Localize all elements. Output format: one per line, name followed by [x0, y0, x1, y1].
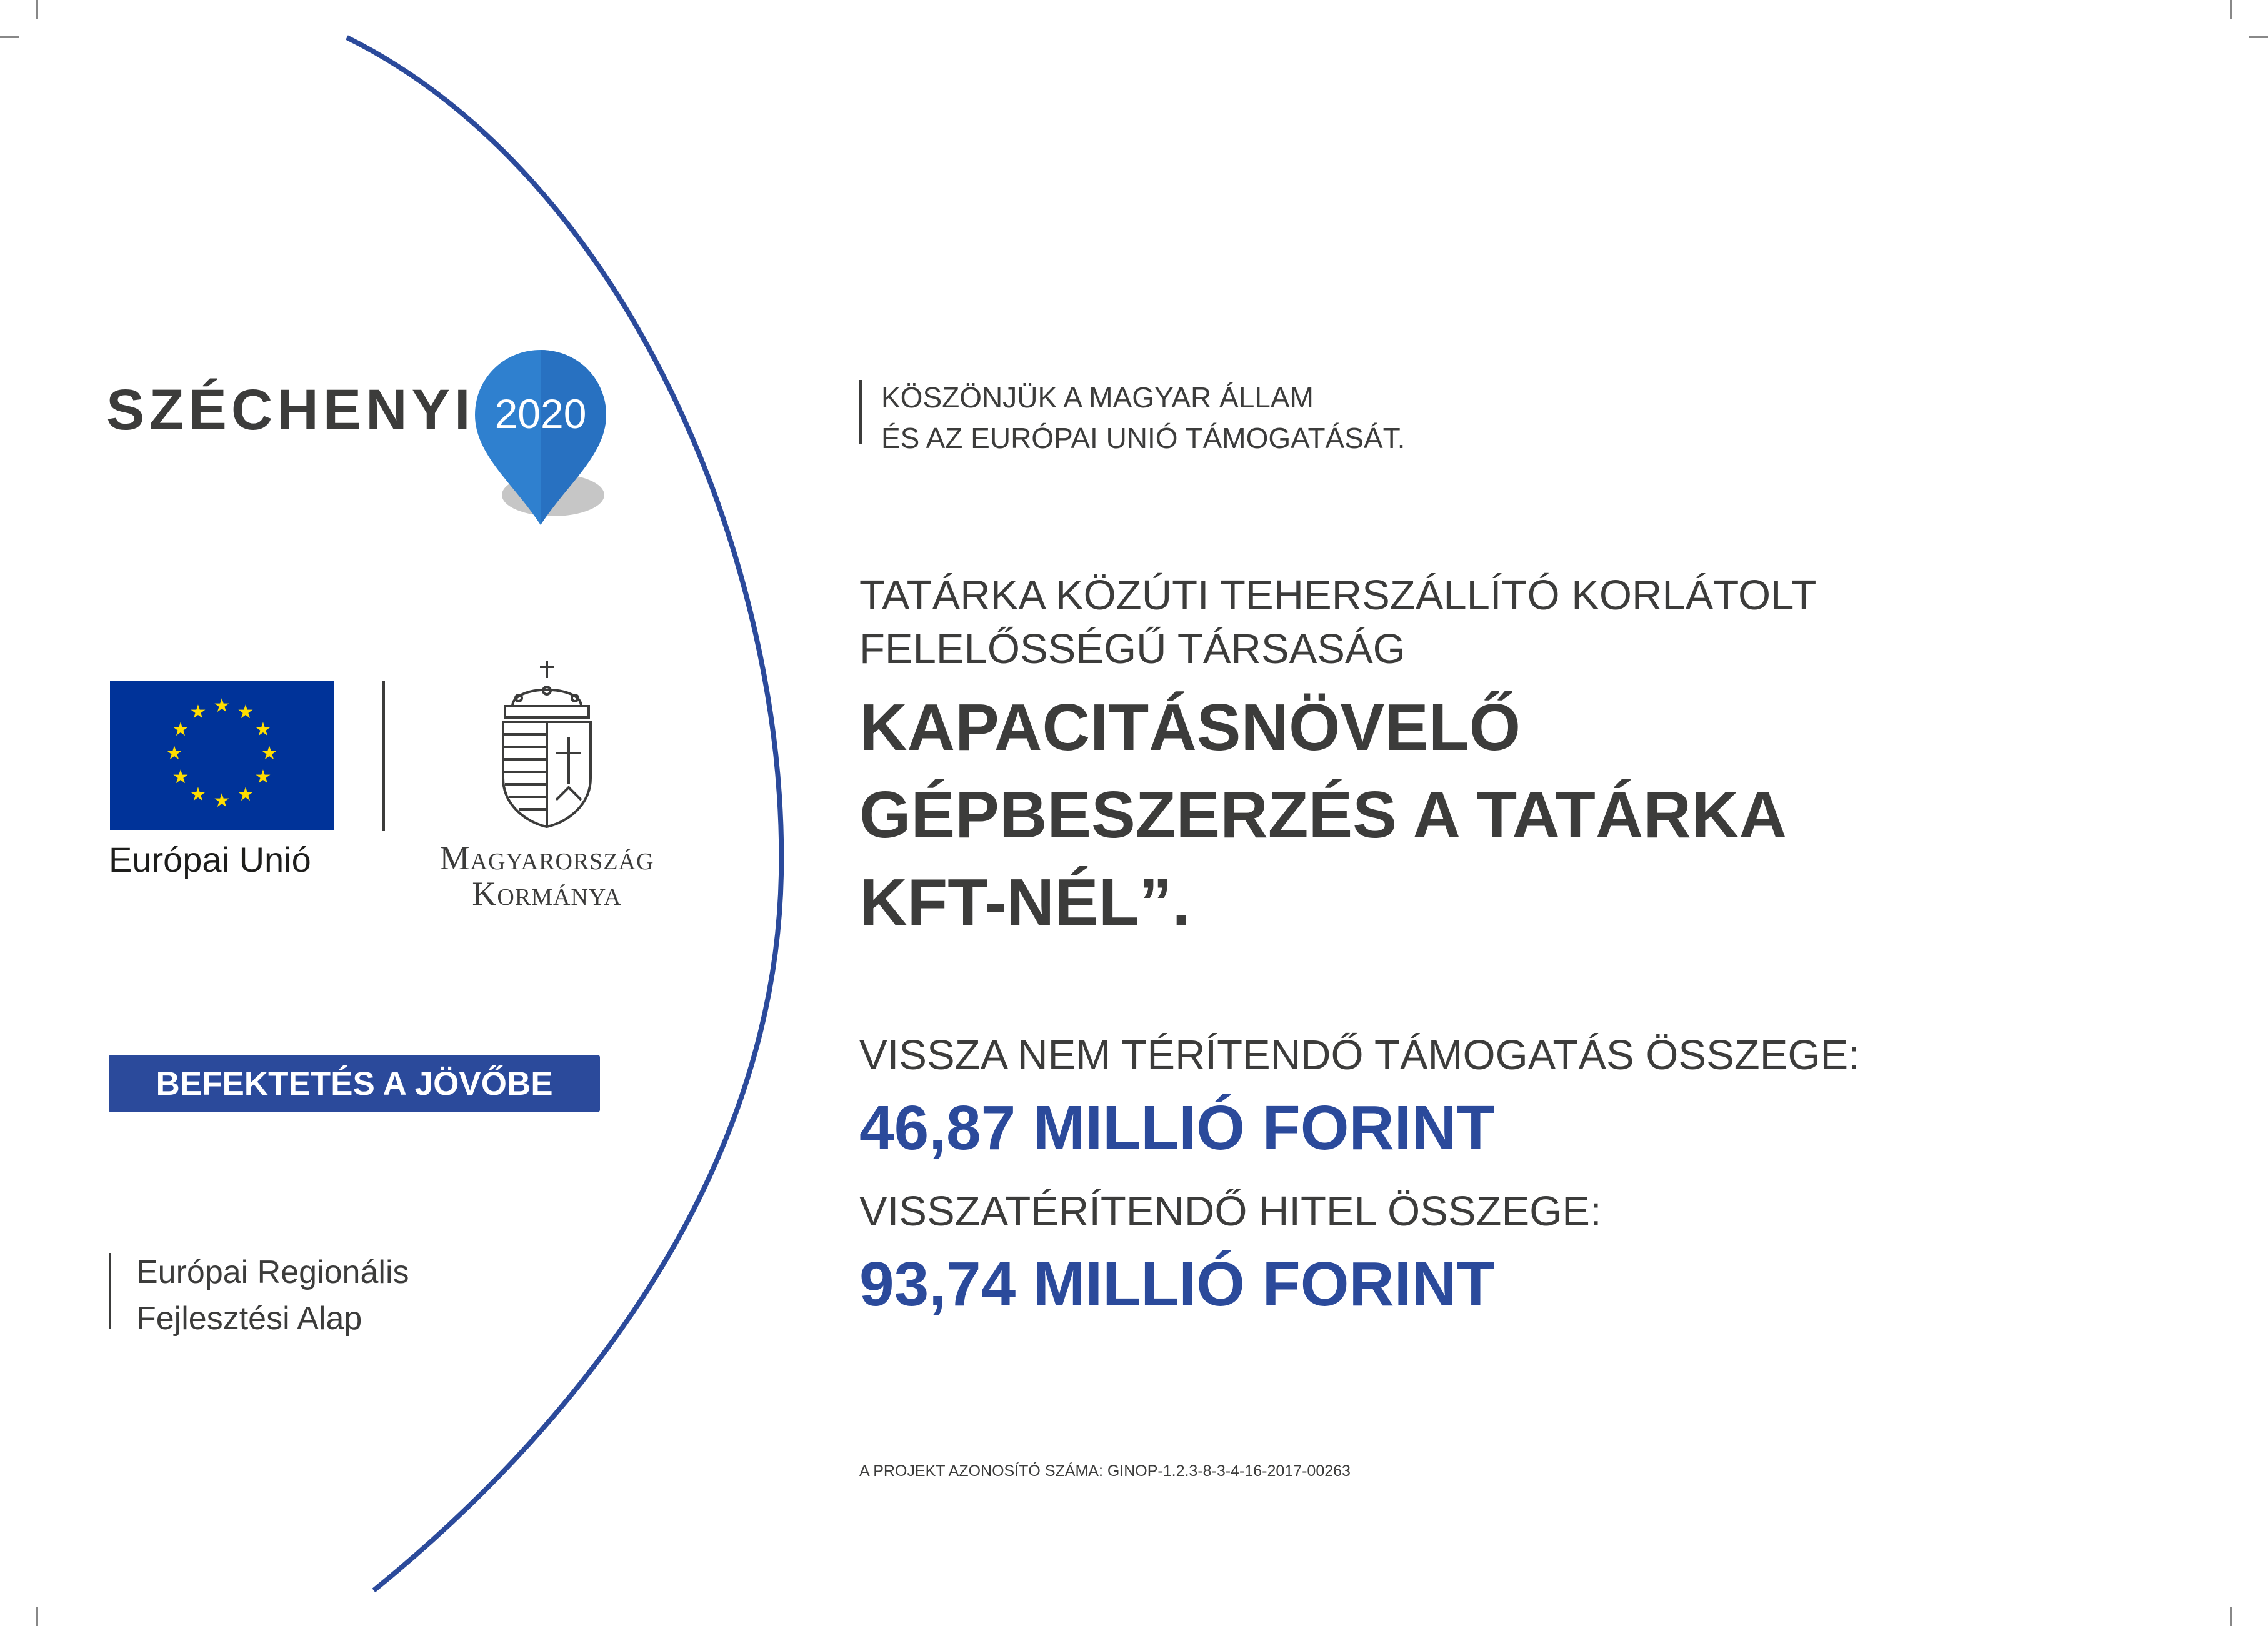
- project-title-line3: KFT-NÉL”.: [859, 865, 1191, 939]
- company-name: [859, 569, 1816, 676]
- fund-line2: Fejlesztési Alap: [136, 1300, 362, 1337]
- project-title-line1: KAPACITÁSNÖVELŐ: [859, 691, 1521, 764]
- svg-text:★: ★: [254, 719, 272, 741]
- szechenyi-pin-icon: [472, 350, 609, 531]
- hungarian-coat-of-arms-icon: [494, 659, 600, 828]
- svg-text:★: ★: [166, 742, 183, 764]
- hungarian-government-label: [387, 840, 706, 911]
- eu-stars: [110, 681, 334, 830]
- eu-flag-icon: [110, 681, 334, 830]
- svg-text:★: ★: [237, 784, 254, 806]
- gov-label-line2: Kormánya: [472, 874, 622, 912]
- loan-value: 93,74 MILLIÓ FORINT: [859, 1249, 1495, 1319]
- svg-text:★: ★: [261, 742, 278, 764]
- thanks-text: [881, 377, 1405, 459]
- grant-label: VISSZA NEM TÉRÍTENDŐ TÁMOGATÁS ÖSSZEGE:: [859, 1032, 1860, 1079]
- fund-label: [136, 1250, 409, 1342]
- szechenyi-year: 2020: [494, 391, 587, 437]
- thanks-line2: ÉS AZ EURÓPAI UNIÓ TÁMOGATÁSÁT.: [881, 422, 1406, 455]
- thanks-line1: KÖSZÖNJÜK A MAGYAR ÁLLAM: [881, 381, 1314, 414]
- eu-label: Európai Unió: [109, 840, 311, 879]
- company-line1: TATÁRKA KÖZÚTI TEHERSZÁLLÍTÓ KORLÁTOLT: [859, 572, 1817, 619]
- grant-value: 46,87 MILLIÓ FORINT: [859, 1093, 1495, 1163]
- project-id: A PROJEKT AZONOSÍTÓ SZÁMA: GINOP-1.2.3-8-3-4-16-2017-00263: [859, 1462, 1351, 1480]
- company-line2: FELELŐSSÉGŰ TÁRSASÁG: [859, 625, 1406, 672]
- thanks-divider: [859, 380, 862, 444]
- logo-divider: [382, 681, 385, 831]
- invest-in-future-banner: BEFEKTETÉS A JÖVŐBE: [109, 1055, 600, 1112]
- szechenyi-logo-text: SZÉCHENYI: [106, 378, 475, 442]
- project-title: [859, 684, 1787, 947]
- svg-text:★: ★: [254, 766, 272, 788]
- loan-label: VISSZATÉRÍTENDŐ HITEL ÖSSZEGE:: [859, 1188, 1602, 1235]
- gov-label-line1: Magyarország: [439, 839, 654, 877]
- svg-text:★: ★: [189, 701, 207, 723]
- svg-text:★: ★: [213, 790, 231, 812]
- svg-text:★: ★: [189, 784, 207, 806]
- svg-text:★: ★: [237, 701, 254, 723]
- fund-divider: [109, 1253, 111, 1329]
- svg-text:★: ★: [213, 695, 231, 717]
- project-title-line2: GÉPBESZERZÉS A TATÁRKA: [859, 777, 1787, 852]
- svg-text:★: ★: [172, 766, 189, 788]
- fund-line1: Európai Regionális: [136, 1254, 409, 1290]
- svg-text:★: ★: [172, 719, 189, 741]
